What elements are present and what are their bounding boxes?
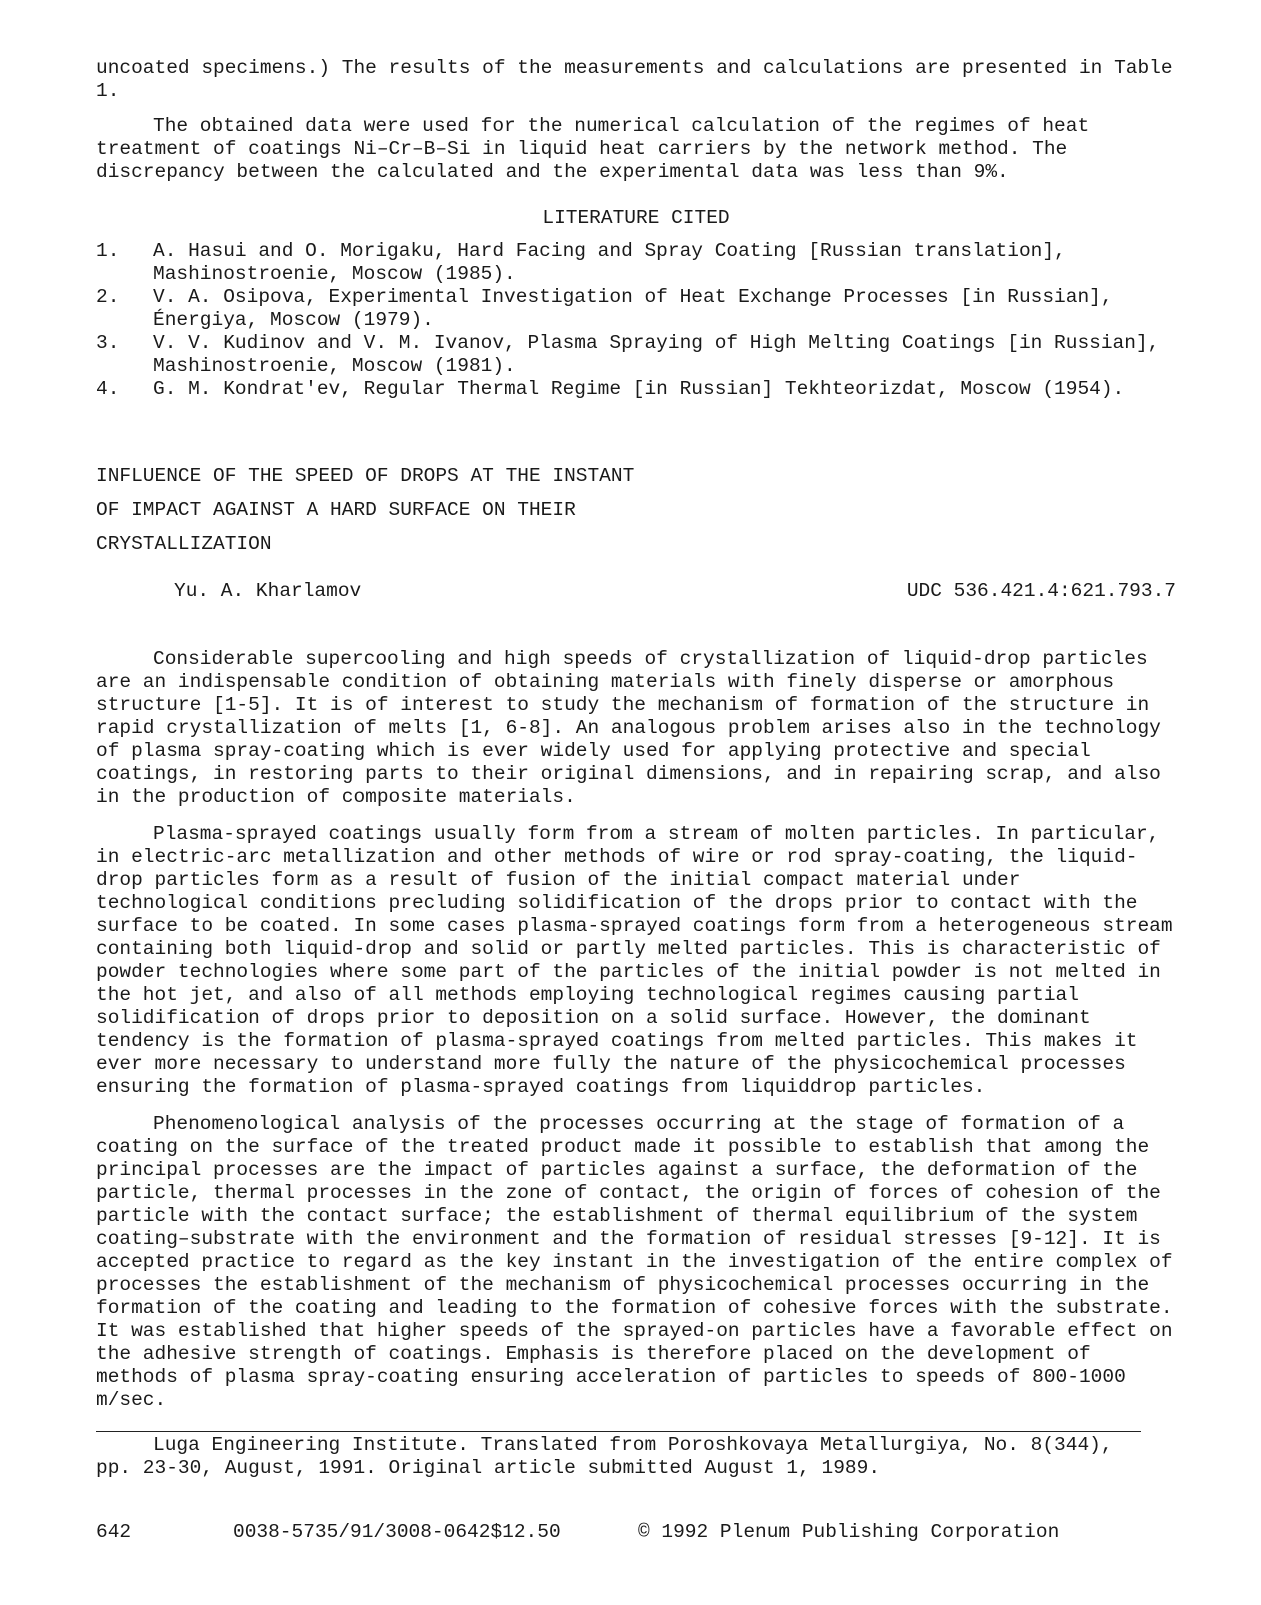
reference-number: 1. [96,240,120,262]
body-paragraph-2: Plasma-sprayed coatings usually form from a stream of molten particles. In particular, in electric-arc metallization and other methods of wire or rod spray-coating, the liquid-drop particles form as a result of fusion of the initial compact material under technological conditions precluding solidification of the drops prior to contact with the surface to be coated. In some cases plasma-sprayed coatings form from a heterogeneous stream containing both liquid-drop and solid or partly melted particles. This is characteristic of powder technologies where some part of the particles of the initial powder is not melted in the hot jet, and also of all methods employing technological regimes causing partial solidification of drops prior to deposition on a solid surface. However, the dominant tendency is the formation of plasma-sprayed coatings from melted particles. This makes it ever more necessary to understand more fully the nature of the physicochemical processes ensuring the formation of plasma-sprayed coatings from liquiddrop particles. [96,823,1173,1098]
reference-text: G. M. Kondrat'ev, Regular Thermal Regime [in Russian] Tekhteorizdat, Moscow (1954). [153,378,1125,400]
reference-number: 3. [96,332,120,354]
reference-item [96,332,1176,378]
intro-paragraph-1: uncoated specimens.) The results of the measurements and calculations are presented in Table 1. [96,57,1173,102]
reference-list [96,240,1176,401]
page-number: 642 [96,1521,132,1543]
reference-item [96,286,1176,332]
article-title-line: CRYSTALLIZATION [96,533,272,555]
issn-code: 0038-5735/91/3008-0642$12.50 [233,1521,561,1543]
article-body [96,648,1176,1412]
reference-item [96,240,1176,286]
author-name: Yu. A. Kharlamov [174,580,362,602]
page-content [96,57,1176,1412]
reference-item [96,378,1176,401]
reference-text: V. V. Kudinov and V. M. Ivanov, Plasma Spraying of High Melting Coatings [in Russian], Mashinostroenie, Moscow (1981). [153,332,1160,377]
article-title-line: INFLUENCE OF THE SPEED OF DROPS AT THE INSTANT [96,465,635,487]
body-paragraph-3: Phenomenological analysis of the processes occurring at the stage of formation of a coating on the surface of the treated product made it possible to establish that among the principal processes are the impact of particles against a surface, the deformation of the particle, thermal processes in the zone of contact, the origin of forces of cohesion of the particle with the contact surface; the establishment of thermal equilibrium of the system coating–substrate with the environment and the formation of residual stresses [9-12]. It is accepted practice to regard as the key instant in the investigation of the entire complex of processes the establishment of the mechanism of physicochemical processes occurring in the formation of the coating and leading to the formation of cohesive forces with the substrate. It was established that higher speeds of the sprayed-on particles have a favorable effect on the adhesive strength of coatings. Emphasis is therefore placed on the development of methods of plasma spray-coating ensuring acceleration of particles to speeds of 800-1000 m/sec. [96,1113,1173,1411]
copyright-notice: © 1992 Plenum Publishing Corporation [638,1521,1060,1543]
reference-text: V. A. Osipova, Experimental Investigation of Heat Exchange Processes [in Russian], Énergiya, Moscow (1979). [153,286,1113,331]
footnote: Luga Engineering Institute. Translated from Poroshkovaya Metallurgiya, No. 8(344), pp. 23-30, August, 1991. Original article submitted August 1, 1989. [96,1434,1113,1479]
reference-number: 4. [96,378,120,400]
reference-text: A. Hasui and O. Morigaku, Hard Facing and Spray Coating [Russian translation], Mashinostroenie, Moscow (1985). [153,240,1066,285]
reference-number: 2. [96,286,120,308]
footnote-divider [96,1431,1141,1432]
article-title-line: OF IMPACT AGAINST A HARD SURFACE ON THEIR [96,499,576,521]
udc-code: UDC 536.421.4:621.793.7 [906,580,1176,602]
body-paragraph-1: Considerable supercooling and high speeds of crystallization of liquid-drop particles are an indispensable condition of obtaining materials with finely disperse or amorphous structure [1-5]. It is of interest to study the mechanism of formation of the structure in rapid crystallization of melts [1, 6-8]. An analogous problem arises also in the technology of plasma spray-coating which is ever widely used for applying protective and special coatings, in restoring parts to their original dimensions, and in repairing scrap, and also in the production of composite materials. [96,648,1161,808]
byline [96,580,1176,603]
article-title [96,459,1176,561]
literature-heading: LITERATURE CITED [542,207,730,229]
page-footer [96,1521,1156,1544]
intro-paragraph-2: The obtained data were used for the numerical calculation of the regimes of heat treatment of coatings Ni–Cr–B–Si in liquid heat carriers by the network method. The discrepancy between the calculated and the experimental data was less than 9%. [96,115,1090,183]
